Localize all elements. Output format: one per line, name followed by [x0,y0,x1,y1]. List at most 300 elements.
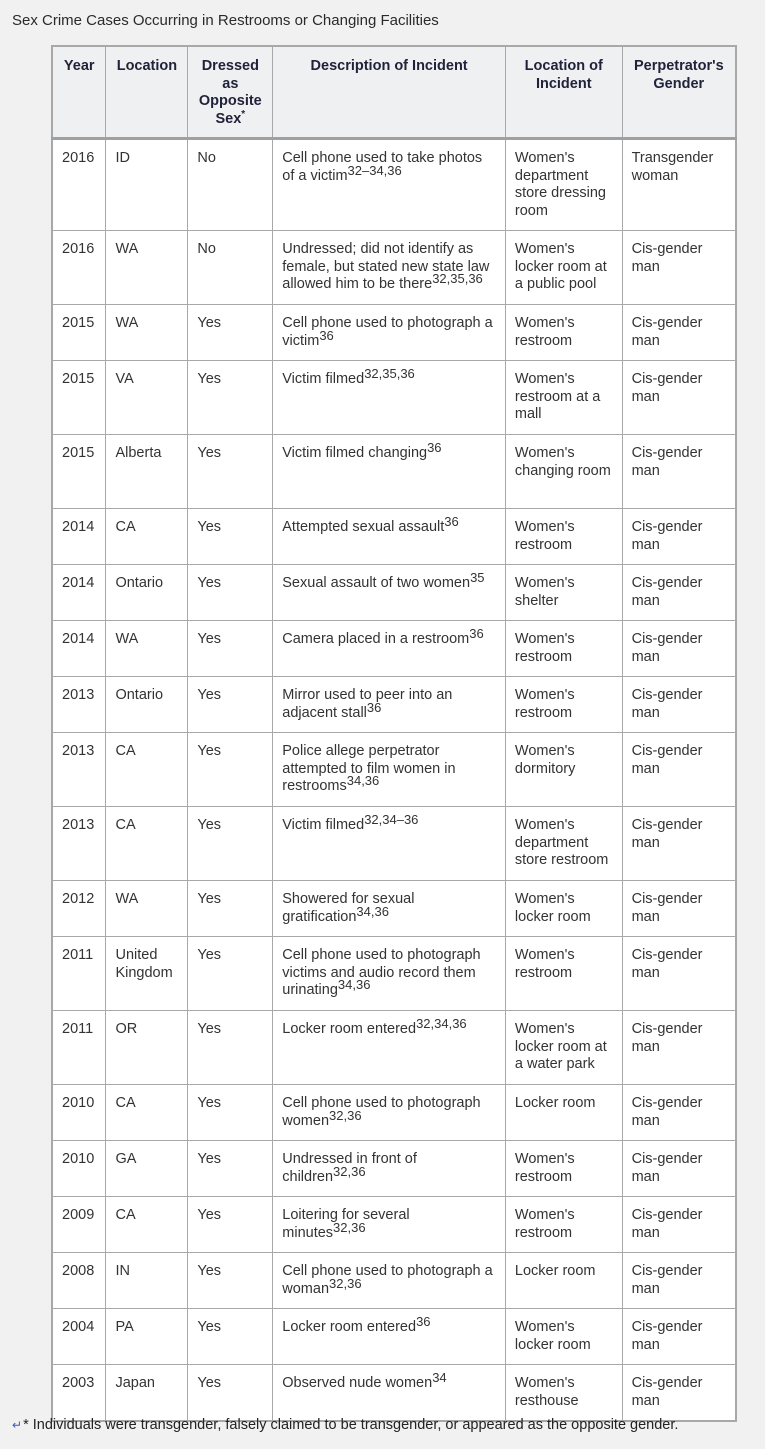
cell-gender-text: Cis-gender man [631,891,703,925]
cell-dressed [188,509,273,565]
cell-description [273,677,506,733]
table-row [52,937,736,1011]
cell-incident-location [505,1197,622,1253]
cell-incident-location [505,733,622,807]
citation-refs[interactable]: 32,36 [333,1163,366,1179]
cell-description-text: Undressed; did not identify as female, but stated new state law allowed him to be there [282,241,490,292]
cell-location-text: Ontario [115,687,164,703]
cell-location [106,231,188,305]
citation-refs[interactable]: 32,35,36 [364,366,415,381]
cell-location [106,361,188,435]
cell-year-text: 2012 [62,891,95,907]
cell-description-text: Victim filmed [282,817,365,833]
cell-incident-location [505,621,622,677]
cell-gender [622,361,736,435]
cell-year-text: 2010 [62,1095,95,1111]
cell-dressed-text: No [197,150,216,166]
table-row [52,565,736,621]
header-label: Dressed as Opposite Sex [198,58,262,127]
cell-location-text: WA [115,241,139,257]
cell-dressed [188,565,273,621]
cell-location-text: OR [115,1021,138,1037]
cell-gender-text: Cis-gender man [631,445,703,479]
cell-gender-text: Cis-gender man [631,817,703,851]
cell-year-text: 2011 [62,1021,94,1037]
citation-refs[interactable]: 36 [444,514,459,529]
cell-dressed-text: Yes [197,1375,222,1391]
header-label: Description of Incident [310,58,468,74]
cell-description [273,139,506,231]
cell-year [52,565,106,621]
header-label: Location [116,58,178,74]
header-perpetrator-gender [622,46,736,139]
cell-gender-text: Cis-gender man [631,631,703,665]
cell-description [273,621,506,677]
cell-gender-text: Cis-gender man [631,1319,703,1353]
cell-gender [622,1085,736,1141]
cell-location-text: CA [115,817,136,833]
cell-description [273,1085,506,1141]
cell-incident-location [505,807,622,881]
cell-year [52,807,106,881]
cell-description-text: Cell phone used to photograph a woman [282,1263,493,1297]
cell-gender [622,1253,736,1309]
cell-dressed-text: Yes [197,1151,222,1167]
footnote-marker: * [23,1417,29,1433]
cell-dressed-text: Yes [197,631,222,647]
citation-refs[interactable]: 36 [469,626,484,641]
cell-gender-text: Cis-gender man [631,371,703,405]
cell-description-text: Undressed in front of children [282,1151,417,1185]
cell-gender [622,231,736,305]
cell-incident-location [505,565,622,621]
cell-incident-location-text: Women's restroom [514,687,575,721]
cell-location [106,733,188,807]
cell-gender [622,139,736,231]
cell-location [106,937,188,1011]
cell-year-text: 2013 [62,743,95,759]
header-location [106,46,188,139]
cell-incident-location [505,361,622,435]
cell-dressed-text: Yes [197,1319,222,1335]
cell-year-text: 2011 [62,947,94,963]
cell-location [106,1365,188,1422]
cell-location-text: CA [115,1207,136,1223]
cell-dressed [188,1011,273,1085]
cell-incident-location-text: Women's restroom [514,1207,575,1241]
cell-incident-location-text: Women's locker room [514,1319,591,1353]
cell-dressed-text: Yes [197,817,222,833]
cell-location [106,509,188,565]
cell-gender-text: Cis-gender man [631,1375,703,1409]
table-row [52,1085,736,1141]
cell-incident-location-text: Women's department store dressing room [514,150,606,219]
cell-year [52,435,106,509]
cell-year [52,621,106,677]
cell-incident-location-text: Women's restroom [514,519,575,553]
cell-year [52,1011,106,1085]
table-caption: Sex Crime Cases Occurring in Restrooms or Changing Facilities [12,12,439,29]
cell-gender [622,565,736,621]
cell-incident-location [505,677,622,733]
cell-description [273,937,506,1011]
cell-year [52,1085,106,1141]
cell-gender-text: Cis-gender man [631,1207,703,1241]
cell-location-text: CA [115,519,136,535]
cell-dressed-text: Yes [197,891,222,907]
cell-gender [622,677,736,733]
cell-location-text: CA [115,1095,136,1111]
cell-year-text: 2010 [62,1151,95,1167]
cell-dressed-text: Yes [197,575,222,591]
table-row [52,881,736,937]
cell-year-text: 2013 [62,687,95,703]
cell-description-text: Cell phone used to take photos of a victim [282,150,483,184]
header-row [52,46,736,139]
cell-year [52,937,106,1011]
cell-location-text: Japan [115,1375,155,1391]
table-row [52,733,736,807]
cell-year [52,231,106,305]
cell-dressed-text: Yes [197,519,222,535]
cell-location [106,807,188,881]
incidents-table [51,45,737,1422]
cell-dressed [188,1197,273,1253]
cell-location [106,1085,188,1141]
cell-location [106,435,188,509]
cell-dressed-text: Yes [197,371,222,387]
cell-location [106,565,188,621]
cell-description [273,435,506,509]
cell-gender-text: Cis-gender man [631,575,703,609]
table-row [52,1309,736,1365]
cell-incident-location [505,509,622,565]
cell-description-text: Showered for sexual gratification [282,891,415,925]
cell-incident-location [505,881,622,937]
cell-incident-location-text: Women's shelter [514,575,575,609]
cell-year [52,1309,106,1365]
table-row [52,1141,736,1197]
cell-dressed [188,361,273,435]
cell-location-text: Alberta [115,445,162,461]
cell-dressed-text: Yes [197,947,222,963]
citation-refs[interactable]: 32–34,36 [347,162,402,178]
cell-year [52,1141,106,1197]
cell-gender [622,509,736,565]
cell-incident-location [505,1309,622,1365]
header-label: Year [63,58,95,74]
citation-refs[interactable]: 34,36 [356,903,389,919]
cell-gender-text: Cis-gender man [631,1021,703,1055]
table-row [52,305,736,361]
cell-location-text: IN [115,1263,130,1279]
cell-gender [622,1141,736,1197]
cell-dressed-text: No [197,241,216,257]
cell-incident-location [505,139,622,231]
cell-description [273,305,506,361]
citation-refs[interactable]: 34 [432,1370,447,1385]
citation-refs[interactable]: 36 [319,327,334,343]
header-dressed-as-opposite-sex [188,46,273,139]
cell-dressed-text: Yes [197,687,222,703]
cell-year [52,1197,106,1253]
cell-description-text: Camera placed in a restroom [282,631,470,647]
cell-description-text: Loitering for several minutes [282,1207,410,1241]
header-year [52,46,106,139]
cell-dressed-text: Yes [197,1095,222,1111]
cell-incident-location-text: Women's locker room at a public pool [514,241,607,292]
cell-incident-location-text: Women's locker room [514,891,591,925]
cell-gender-text: Cis-gender man [631,687,703,721]
cell-incident-location [505,937,622,1011]
cell-dressed [188,231,273,305]
citation-refs[interactable]: 32,35,36 [432,271,483,286]
header-label: Location of Incident [524,58,603,92]
table-row [52,807,736,881]
cell-gender [622,881,736,937]
cell-gender-text: Cis-gender man [631,519,703,553]
cell-dressed-text: Yes [197,743,222,759]
cell-gender-text: Transgender woman [631,150,714,184]
cell-gender-text: Cis-gender man [631,743,703,777]
cell-gender-text: Cis-gender man [631,1095,703,1129]
table-row [52,139,736,231]
cell-year [52,139,106,231]
cell-incident-location-text: Locker room [514,1263,596,1279]
table-row [52,1365,736,1422]
header-description [273,46,506,139]
table-header [52,46,736,139]
cell-incident-location-text: Women's restroom [514,315,575,349]
citation-refs[interactable]: 35 [470,570,485,585]
cell-description-text: Victim filmed changing [282,445,428,461]
cell-incident-location-text: Locker room [514,1095,596,1111]
cell-description-text: Sexual assault of two women [282,575,471,591]
cell-description-text: Locker room entered [282,1319,417,1335]
cell-year-text: 2015 [62,315,95,331]
cell-description [273,1253,506,1309]
return-arrow-icon[interactable]: ↵ [12,1418,23,1432]
header-location-of-incident [505,46,622,139]
cell-incident-location-text: Women's restroom at a mall [514,371,601,422]
cell-location-text: WA [115,315,139,331]
cell-description [273,1365,506,1422]
cell-description-text: Observed nude women [282,1375,433,1391]
cell-dressed [188,621,273,677]
cell-dressed [188,881,273,937]
cell-dressed [188,1365,273,1422]
cell-incident-location-text: Women's dormitory [514,743,576,777]
cell-year [52,509,106,565]
cell-gender [622,1309,736,1365]
cell-description [273,231,506,305]
table-row [52,361,736,435]
cell-incident-location-text: Women's resthouse [514,1375,579,1409]
cell-location [106,881,188,937]
cell-description [273,509,506,565]
cell-description [273,361,506,435]
citation-refs[interactable]: 32,36 [333,1219,366,1235]
cell-year-text: 2016 [62,150,95,166]
cell-gender [622,807,736,881]
cell-dressed [188,937,273,1011]
cell-incident-location-text: Women's locker room at a water park [514,1021,607,1072]
cell-location-text: United Kingdom [115,947,173,981]
table-row [52,677,736,733]
cell-year [52,677,106,733]
cell-incident-location-text: Women's restroom [514,1151,575,1185]
cell-gender [622,733,736,807]
cell-year [52,1253,106,1309]
cell-year-text: 2013 [62,817,95,833]
cell-incident-location [505,1365,622,1422]
cell-dressed [188,305,273,361]
cell-year-text: 2009 [62,1207,95,1223]
cell-location [106,139,188,231]
cell-location [106,677,188,733]
cell-location [106,1309,188,1365]
cell-description-text: Cell phone used to photograph a victim [282,315,493,349]
citation-refs[interactable]: 32,36 [329,1107,362,1123]
cell-gender [622,435,736,509]
cell-location [106,1253,188,1309]
cell-location [106,1141,188,1197]
cell-incident-location [505,231,622,305]
cell-dressed [188,677,273,733]
table-row [52,1253,736,1309]
citation-refs[interactable]: 32,34,36 [416,1016,467,1031]
table-row [52,1197,736,1253]
cell-year [52,733,106,807]
cell-incident-location-text: Women's department store restroom [514,817,609,868]
cell-dressed-text: Yes [197,1207,222,1223]
cell-dressed-text: Yes [197,1021,222,1037]
citation-refs[interactable]: 34,36 [337,977,371,992]
cell-gender-text: Cis-gender man [631,241,703,275]
cell-year-text: 2008 [62,1263,95,1279]
cell-description-text: Cell phone used to photograph victims and audio record them urinating [282,947,481,998]
cell-gender [622,1197,736,1253]
cell-description [273,565,506,621]
cell-incident-location [505,305,622,361]
cell-location-text: ID [115,150,130,166]
cell-year-text: 2014 [62,519,95,535]
cell-gender-text: Cis-gender man [631,1151,703,1185]
citation-refs[interactable]: 36 [416,1314,431,1329]
cell-dressed [188,1141,273,1197]
cell-dressed-text: Yes [197,1263,222,1279]
cell-gender [622,937,736,1011]
table-body [52,139,736,1422]
cell-description [273,1011,506,1085]
cell-location [106,305,188,361]
cell-description-text: Attempted sexual assault [282,519,445,535]
cell-location [106,621,188,677]
cell-description [273,881,506,937]
cell-description-text: Locker room entered [282,1021,417,1037]
table-row [52,1011,736,1085]
header-label: Perpetrator's Gender [633,58,724,92]
cell-incident-location-text: Women's restroom [514,947,575,981]
cell-gender [622,1011,736,1085]
cell-dressed [188,435,273,509]
cell-dressed [188,1085,273,1141]
cell-description [273,1197,506,1253]
cell-location-text: Ontario [115,575,164,591]
cell-gender-text: Cis-gender man [631,947,703,981]
cell-year-text: 2004 [62,1319,95,1335]
cell-description [273,733,506,807]
cell-location [106,1197,188,1253]
cell-dressed-text: Yes [197,315,222,331]
cell-gender-text: Cis-gender man [631,1263,703,1297]
cell-incident-location [505,1085,622,1141]
cell-year [52,1365,106,1422]
cell-location-text: GA [115,1151,137,1167]
cell-description [273,1141,506,1197]
cell-gender-text: Cis-gender man [631,315,703,349]
cell-year-text: 2003 [62,1375,95,1391]
cell-year-text: 2015 [62,445,95,461]
table-row [52,231,736,305]
cell-description-text: Victim filmed [282,371,365,387]
citation-refs[interactable]: 32,36 [329,1275,362,1291]
cell-incident-location [505,1141,622,1197]
cell-location-text: VA [115,371,134,387]
cell-gender [622,305,736,361]
cell-description [273,1309,506,1365]
cell-year [52,361,106,435]
cell-dressed [188,1253,273,1309]
citation-refs[interactable]: 36 [366,699,382,715]
cell-year [52,305,106,361]
cell-description-text: Police allege perpetrator attempted to film women in restrooms [282,743,456,794]
cell-incident-location [505,1253,622,1309]
cell-gender [622,1365,736,1422]
cell-year-text: 2014 [62,631,95,647]
cell-description-text: Mirror used to peer into an adjacent stall [282,687,453,721]
cell-location-text: WA [115,891,139,907]
footnote-text: Individuals were transgender, falsely claimed to be transgender, or appeared as the opposite gender. [28,1417,679,1433]
cell-incident-location-text: Women's changing room [514,445,611,479]
table-row [52,435,736,509]
citation-refs[interactable]: 36 [427,440,442,455]
cell-incident-location [505,1011,622,1085]
cell-year-text: 2014 [62,575,95,591]
cell-year-text: 2015 [62,371,95,387]
cell-location-text: WA [115,631,139,647]
cell-location-text: CA [115,743,136,759]
citation-refs[interactable]: 34,36 [346,773,380,788]
footnote [12,1417,678,1433]
cell-year-text: 2016 [62,241,95,257]
cell-description [273,807,506,881]
cell-dressed-text: Yes [197,445,222,461]
cell-location [106,1011,188,1085]
cell-dressed [188,733,273,807]
table-row [52,621,736,677]
cell-year [52,881,106,937]
table-row [52,509,736,565]
cell-gender [622,621,736,677]
cell-dressed [188,1309,273,1365]
cell-description-text: Cell phone used to photograph women [282,1095,481,1129]
cell-incident-location-text: Women's restroom [514,631,575,665]
cell-location-text: PA [115,1319,134,1335]
cell-incident-location [505,435,622,509]
citation-refs[interactable]: 32,34–36 [364,812,419,827]
footnote-marker[interactable]: * [241,108,246,120]
